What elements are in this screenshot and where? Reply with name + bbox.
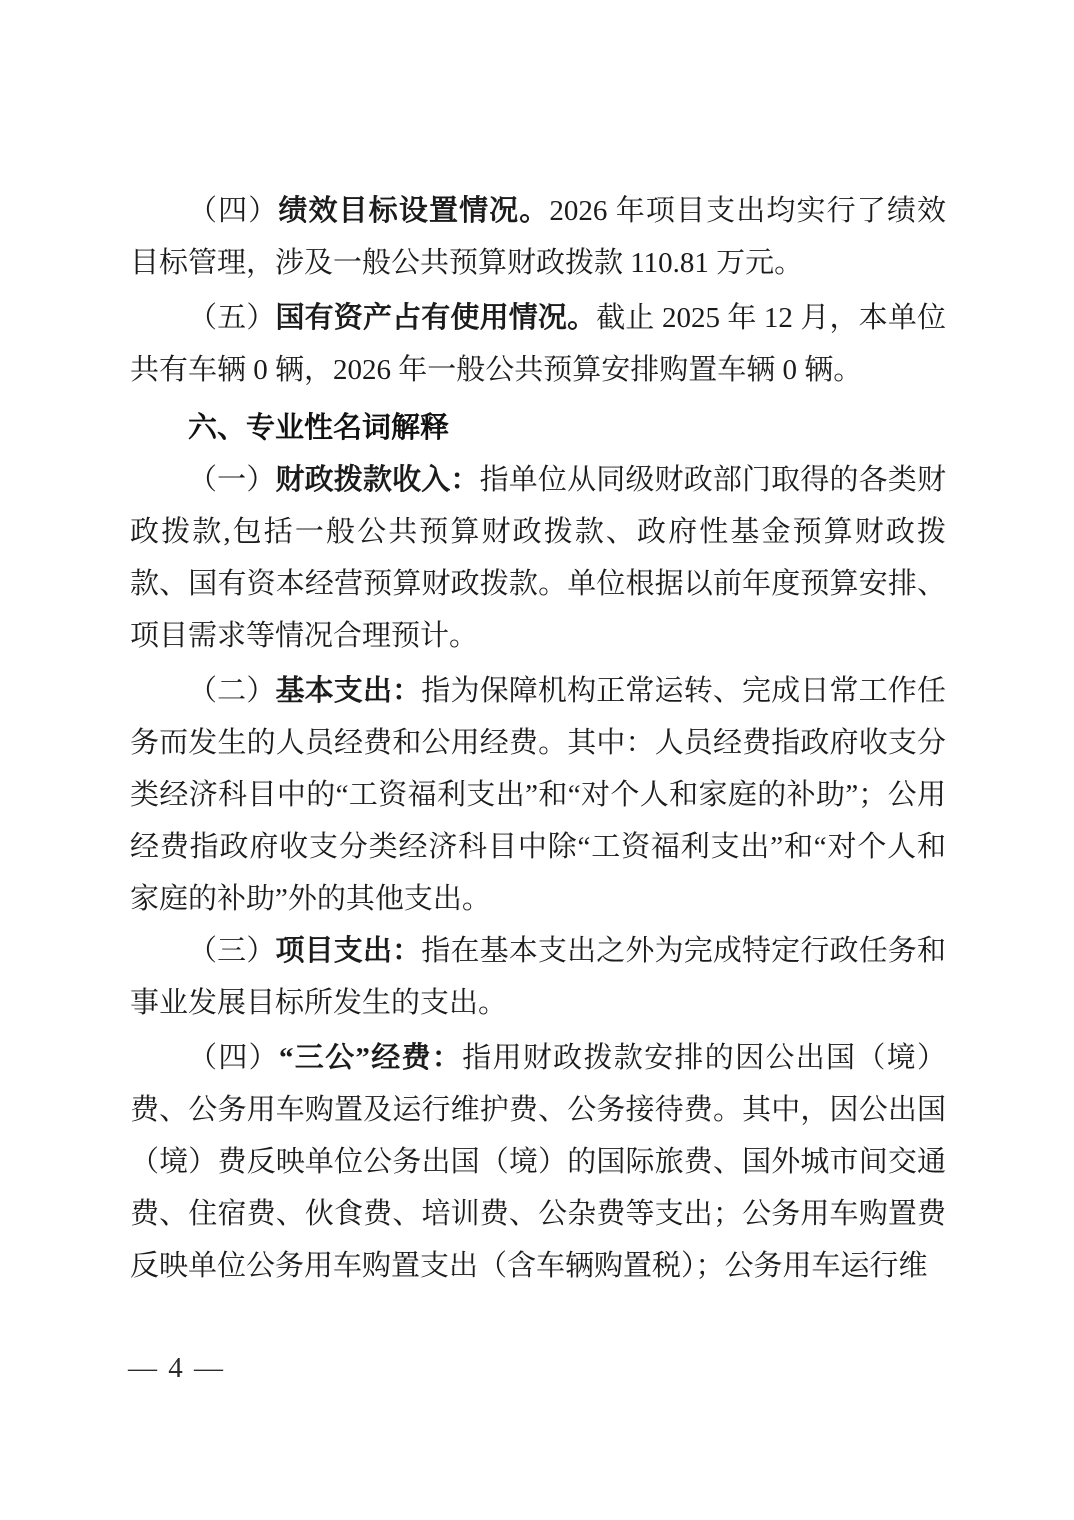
definition-marker: （四） xyxy=(188,1042,279,1074)
paragraph-lead xyxy=(188,302,596,334)
definition-marker: （一） xyxy=(188,464,276,496)
definition-project-expenditure xyxy=(130,925,946,1029)
paragraph-performance-targets xyxy=(130,185,946,289)
definition-fiscal-appropriation-income xyxy=(130,454,946,662)
paragraph-body: 2026 年项目支出均实行了绩效目标管理，涉及一般公共预算财政拨款 110.81 万元。 xyxy=(130,195,946,279)
definition-three-public-expenses xyxy=(130,1032,946,1292)
paragraph-state-assets xyxy=(130,292,946,396)
paragraph-term: 绩效目标设置情况。 xyxy=(278,195,550,227)
paragraph-marker: （五） xyxy=(188,302,276,334)
definition-term: 项目支出： xyxy=(275,935,422,967)
paragraph-body: 截止 2025 年 12 月，本单位共有车辆 0 辆，2026 年一般公共预算安排购置车辆 0 辆。 xyxy=(130,302,946,386)
definition-body: 指为保障机构正常运转、完成日常工作任务而发生的人员经费和公用经费。其中：人员经费指政府收支分类经济科目中的“工资福利支出”和“对个人和家庭的补助”；公用经费指政府收支分类经济科目中除“工资福利支出”和“对个人和家庭的补助”外的其他支出。 xyxy=(130,675,946,915)
paragraph-marker: （四） xyxy=(188,195,279,227)
paragraph-lead xyxy=(188,195,549,227)
definition-body: 指单位从同级财政部门取得的各类财政拨款,包括一般公共预算财政拨款、政府性基金预算财政拨款、国有资本经营预算财政拨款。单位根据以前年度预算安排、项目需求等情况合理预计。 xyxy=(130,464,946,652)
definition-term: 财政拨款收入： xyxy=(275,464,480,496)
paragraph-term: 国有资产占有使用情况。 xyxy=(275,302,597,334)
section-heading-terminology: 六、专业性名词解释 xyxy=(188,412,450,444)
definition-marker: （二） xyxy=(188,675,276,707)
definition-body: 指用财政拨款安排的因公出国（境）费、公务用车购置及运行维护费、公务接待费。其中，因公出国（境）费反映单位公务出国（境）的国际旅费、国外城市间交通费、住宿费、伙食费、培训费、公杂费等支出；公务用车购置费反映单位公务用车购置支出（含车辆购置税）；公务用车运行维 xyxy=(130,1042,946,1282)
definition-marker: （三） xyxy=(188,935,276,967)
page-number: — 4 — xyxy=(128,1352,225,1384)
definition-term: “三公”经费： xyxy=(278,1042,463,1074)
definition-basic-expenditure xyxy=(130,665,946,925)
definition-body: 指在基本支出之外为完成特定行政任务和事业发展目标所发生的支出。 xyxy=(130,935,946,1019)
document-content xyxy=(130,0,946,1292)
definition-term: 基本支出： xyxy=(275,675,422,707)
